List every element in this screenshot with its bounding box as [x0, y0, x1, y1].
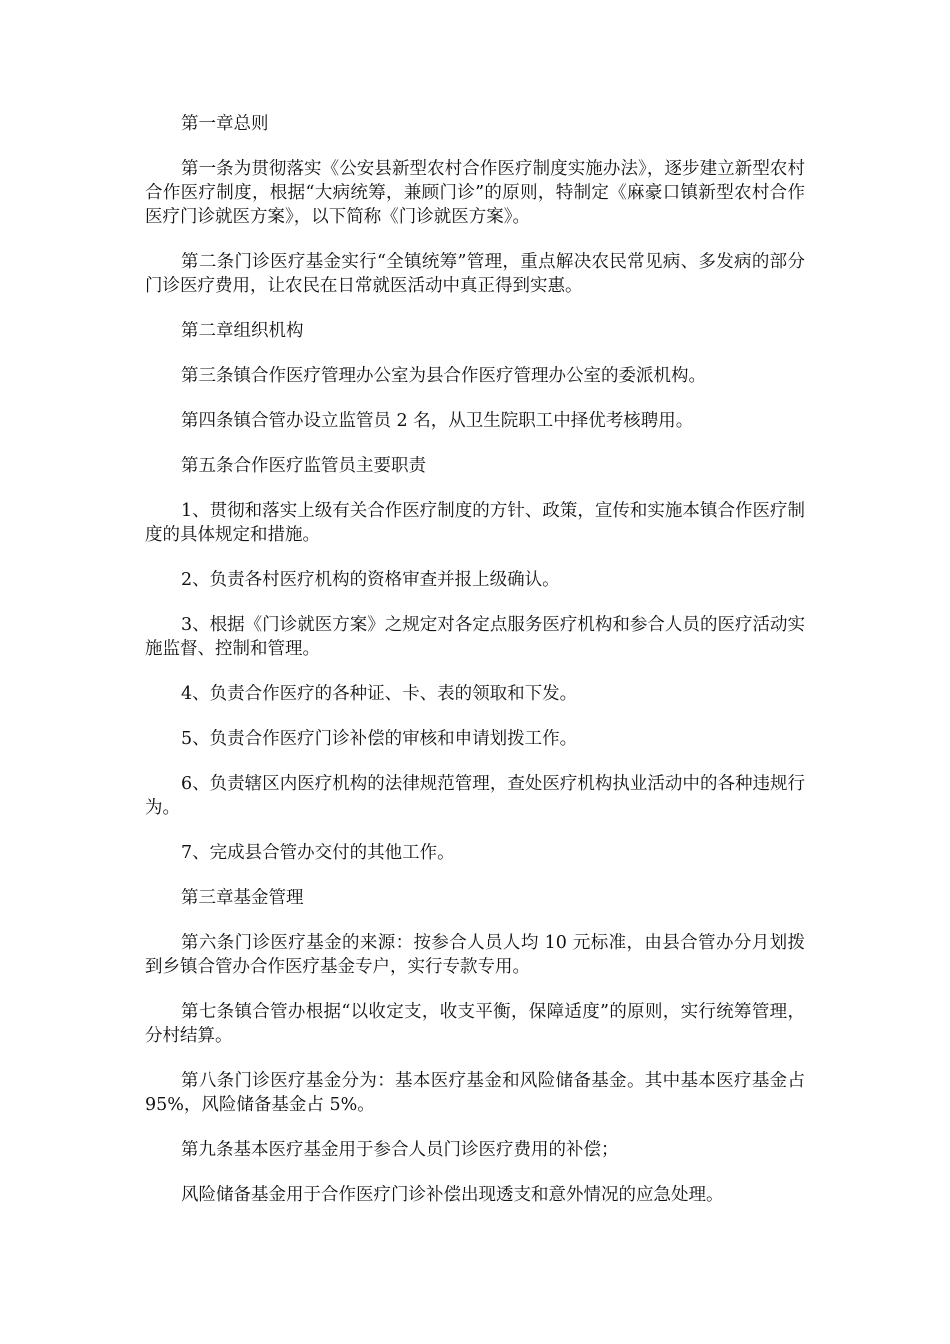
chapter-heading: 第一章总则: [181, 114, 269, 134]
article-paragraph: 第五条合作医疗监管员主要职责: [181, 456, 426, 476]
document-body: [145, 112, 805, 1228]
chapter-heading: 第三章基金管理: [181, 888, 304, 908]
article-paragraph: 第一条为贯彻落实《公安县新型农村合作医疗制度实施办法》，逐步建立新型农村合作医疗制度，根据“大病统筹，兼顾门诊”的原则，特制定《麻豪口镇新型农村合作医疗门诊就医方案》，以下简称《门诊就医方案》。: [145, 159, 805, 227]
list-item: 3、根据《门诊就医方案》之规定对各定点服务医疗机构和参合人员的医疗活动实施监督、控制和管理。: [145, 615, 805, 659]
article-paragraph: 第六条门诊医疗基金的来源：按参合人员人均 10 元标准，由县合管办分月划拨到乡镇合管办合作医疗基金专户，实行专款专用。: [145, 933, 805, 977]
article-paragraph: 第二条门诊医疗基金实行“全镇统筹”管理，重点解决农民常见病、多发病的部分门诊医疗费用，让农民在日常就医活动中真正得到实惠。: [145, 252, 805, 296]
article-paragraph: 第八条门诊医疗基金分为：基本医疗基金和风险储备基金。其中基本医疗基金占 95%，风险储备基金占 5%。: [145, 1071, 805, 1115]
article-paragraph: 第三条镇合作医疗管理办公室为县合作医疗管理办公室的委派机构。: [181, 366, 706, 386]
list-item: 6、负责辖区内医疗机构的法律规范管理，查处医疗机构执业活动中的各种违规行为。: [145, 774, 805, 818]
article-paragraph: 第七条镇合管办根据“以收定支，收支平衡，保障适度”的原则，实行统筹管理，分村结算。: [145, 1002, 805, 1046]
list-item: 1、贯彻和落实上级有关合作医疗制度的方针、政策，宣传和实施本镇合作医疗制度的具体规定和措施。: [145, 501, 805, 545]
article-paragraph: 风险储备基金用于合作医疗门诊补偿出现透支和意外情况的应急处理。: [181, 1185, 724, 1205]
list-item: 2、负责各村医疗机构的资格审查并报上级确认。: [181, 570, 560, 590]
list-item: 4、负责合作医疗的各种证、卡、表的领取和下发。: [181, 684, 578, 704]
article-paragraph: 第四条镇合管办设立监管员 2 名，从卫生院职工中择优考核聘用。: [181, 411, 694, 431]
chapter-heading: 第二章组织机构: [181, 321, 304, 341]
list-item: 7、完成县合管办交付的其他工作。: [181, 843, 455, 863]
article-paragraph: 第九条基本医疗基金用于参合人员门诊医疗费用的补偿；: [181, 1140, 619, 1160]
list-item: 5、负责合作医疗门诊补偿的审核和申请划拨工作。: [181, 729, 578, 749]
